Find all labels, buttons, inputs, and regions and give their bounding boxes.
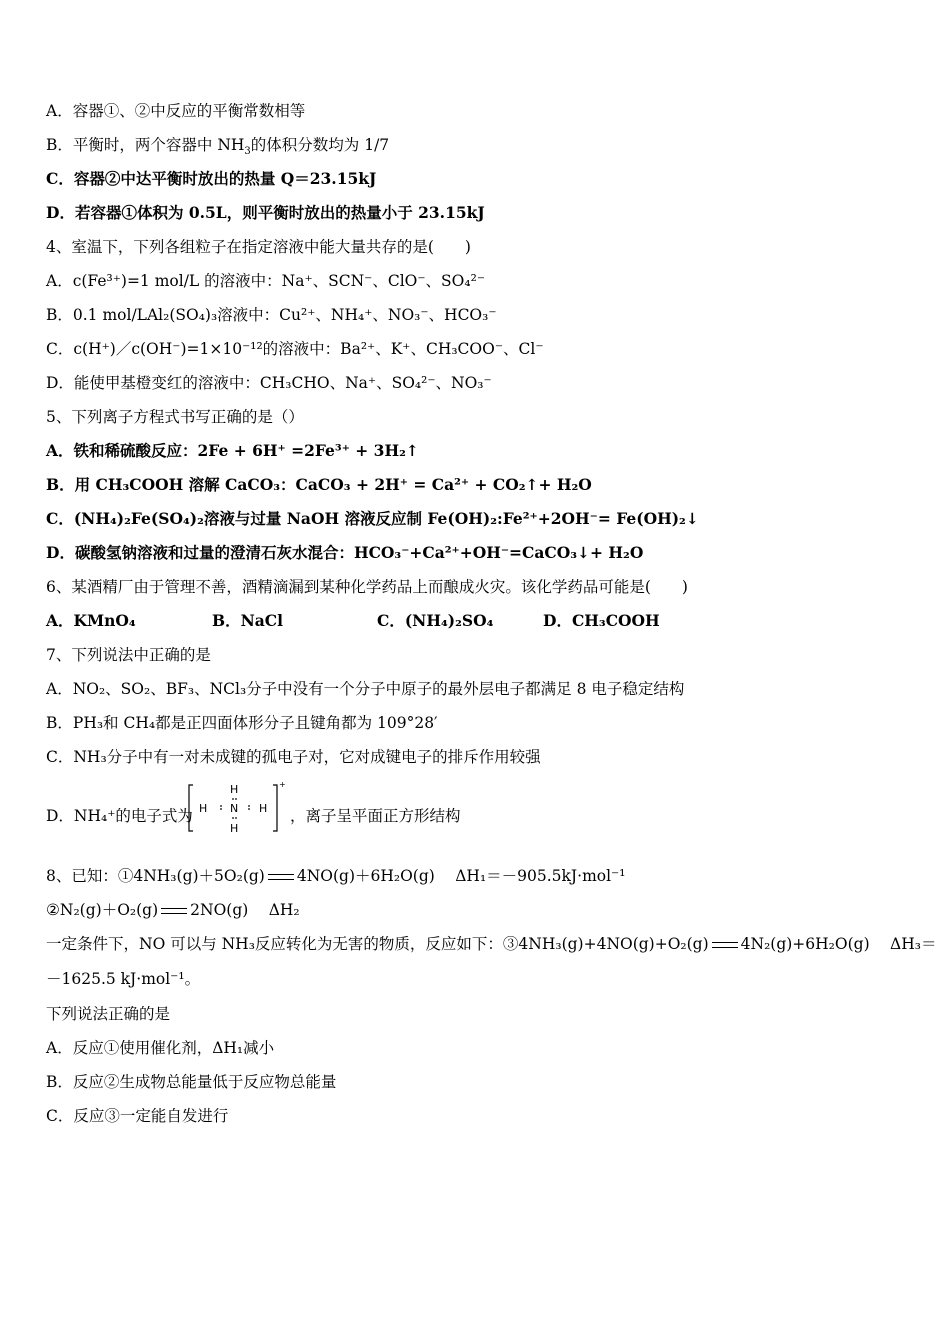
option-a-line: A．容器①、②中反应的平衡常数相等	[46, 102, 306, 120]
structure-h-left: H	[199, 802, 208, 815]
question-6-option-c: C．(NH₄)₂SO₄	[377, 611, 494, 630]
question-7-option-d-text-2: ，离子呈平面正方形结构	[290, 807, 461, 825]
option-b-text-2: 的体积分数均为 1/7	[250, 136, 390, 154]
eq3-products: 4N₂(g)+6H₂O(g) ΔH₃＝	[740, 935, 937, 953]
question-4-option-b: B．0.1 mol/LAl₂(SO₄)₃溶液中：Cu²⁺、NH₄⁺、NO₃⁻、HCO₃⁻	[46, 306, 497, 324]
eq1-reactants: 8、已知：①4NH₃(g)＋5O₂(g)	[46, 867, 265, 885]
question-5-option-c: C．(NH₄)₂Fe(SO₄)₂溶液与过量 NaOH 溶液反应制 Fe(OH)₂:Fe²⁺+2OH⁻= Fe(OH)₂↓	[46, 509, 699, 528]
question-8-prompt: 下列说法正确的是	[46, 1005, 171, 1023]
question-8-eq3-value: －1625.5 kJ·mol⁻¹。	[46, 970, 201, 988]
equilibrium-arrow-icon	[161, 906, 187, 916]
option-b-line	[46, 135, 390, 158]
eq1-products: 4NO(g)＋6H₂O(g) ΔH₁＝－905.5kJ·mol⁻¹	[296, 867, 626, 885]
question-6: 6、某酒精厂由于管理不善，酒精滴漏到某种化学药品上而酿成火灾。该化学药品可能是( )	[46, 578, 688, 596]
question-5-option-b: B．用 CH₃COOH 溶解 CaCO₃：CaCO₃ + 2H⁺ = Ca²⁺ + CO₂↑+ H₂O	[46, 475, 592, 494]
question-7-option-c: C．NH₃分子中有一对未成键的孤电子对，它对成键电子的排斥作用较强	[46, 748, 541, 766]
question-8-eq2	[46, 900, 300, 920]
left-bracket	[189, 785, 193, 831]
option-d-line: D．若容器①体积为 0.5L，则平衡时放出的热量小于 23.15kJ	[46, 203, 485, 222]
question-4-option-c: C．c(H⁺)／c(OH⁻)=1×10⁻¹²的溶液中：Ba²⁺、K⁺、CH₃COO⁻、Cl⁻	[46, 340, 544, 358]
question-4: 4、室温下，下列各组粒子在指定溶液中能大量共存的是( )	[46, 238, 471, 256]
eq2-products: 2NO(g) ΔH₂	[190, 901, 300, 919]
question-8-eq1	[46, 866, 625, 886]
question-5-option-a: A．铁和稀硫酸反应：2Fe + 6H⁺ =2Fe³⁺ + 3H₂↑	[46, 441, 419, 460]
question-7: 7、下列说法中正确的是	[46, 646, 211, 664]
structure-h-top: H	[230, 783, 239, 796]
structure-charge: +	[279, 780, 286, 789]
question-6-option-d: D．CH₃COOH	[543, 611, 660, 630]
structure-h-bottom: H	[230, 822, 239, 835]
option-b-text-1: B．平衡时，两个容器中 NH	[46, 136, 245, 154]
structure-n-center: N	[230, 802, 239, 815]
question-4-option-d: D．能使甲基橙变红的溶液中：CH₃CHO、Na⁺、SO₄²⁻、NO₃⁻	[46, 374, 492, 392]
question-5-option-d: D．碳酸氢钠溶液和过量的澄清石灰水混合：HCO₃⁻+Ca²⁺+OH⁻=CaCO₃↓+ H₂O	[46, 543, 644, 562]
equilibrium-arrow-icon	[268, 872, 294, 882]
option-b-sub: 3	[244, 146, 251, 158]
question-7-option-b: B．PH₃和 CH₄都是正四面体形分子且键角都为 109°28′	[46, 714, 438, 732]
eq2-reactants: ②N₂(g)＋O₂(g)	[46, 901, 159, 919]
question-7-option-d	[46, 806, 193, 826]
question-8-eq3	[46, 934, 936, 954]
question-4-option-a: A．c(Fe³⁺)=1 mol/L 的溶液中：Na⁺、SCN⁻、ClO⁻、SO₄²⁻	[46, 272, 485, 290]
question-6-option-a: A．KMnO₄	[46, 611, 136, 630]
equilibrium-arrow-icon	[712, 940, 738, 950]
question-8-option-a: A．反应①使用催化剂，ΔH₁减小	[46, 1039, 275, 1057]
right-bracket	[273, 785, 277, 831]
question-7-option-a: A．NO₂、SO₂、BF₃、NCl₃分子中没有一个分子中原子的最外层电子都满足 8 电子稳定结构	[46, 680, 685, 698]
question-8-option-c: C．反应③一定能自发进行	[46, 1107, 229, 1125]
structure-h-right: H	[259, 802, 268, 815]
option-c-line: C．容器②中达平衡时放出的热量 Q＝23.15kJ	[46, 169, 377, 188]
ammonium-electron-formula-diagram	[185, 779, 285, 837]
question-6-option-b: B．NaCl	[212, 611, 284, 630]
question-7-option-d-text-1: D．NH₄⁺的电子式为	[46, 807, 193, 825]
question-5: 5、下列离子方程式书写正确的是（）	[46, 408, 304, 426]
eq3-reactants: 一定条件下，NO 可以与 NH₃反应转化为无害的物质，反应如下：③4NH₃(g)+4NO(g)+O₂(g)	[46, 935, 709, 953]
question-8-option-b: B．反应②生成物总能量低于反应物总能量	[46, 1073, 337, 1091]
